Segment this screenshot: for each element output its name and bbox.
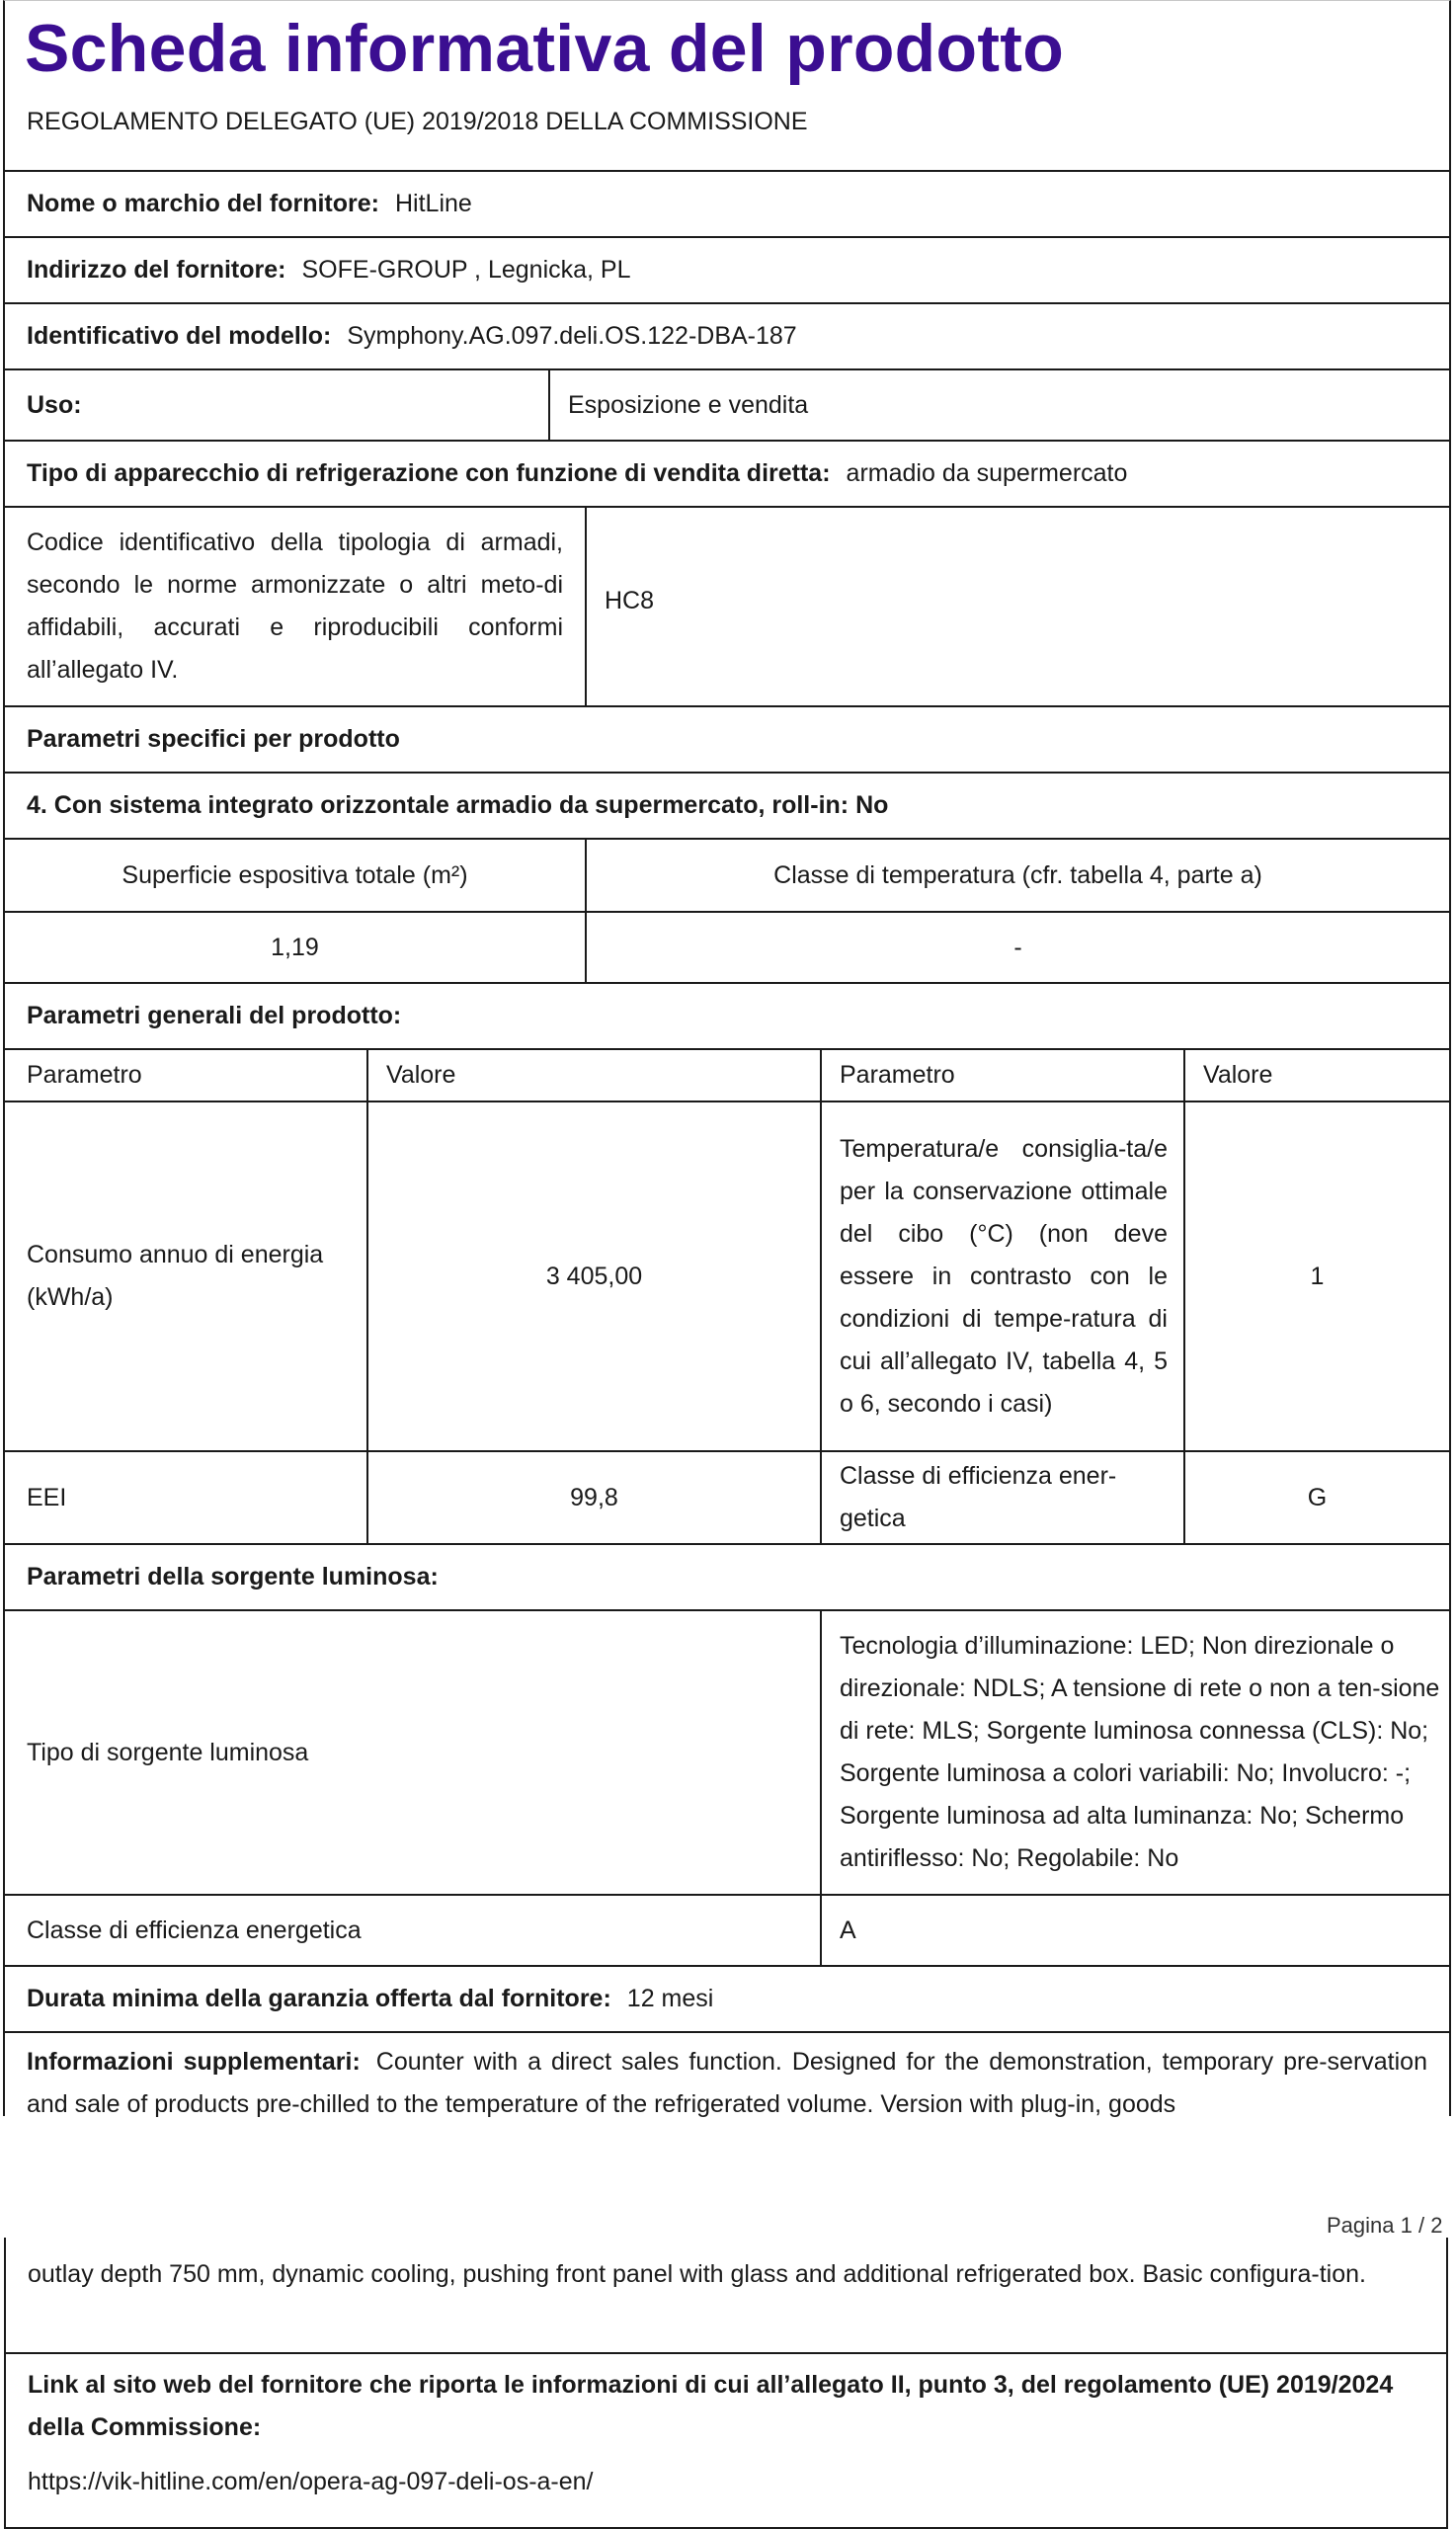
supplementary-row-part2 bbox=[6, 2238, 1446, 2354]
specific-subheading: 4. Con sistema integrato orizzontale armadio da supermercato, roll-in: No bbox=[27, 791, 889, 819]
page-title: Scheda informativa del prodotto bbox=[25, 11, 1065, 86]
energy-consumption-label: Consumo annuo di energia (kWh/a) bbox=[27, 1241, 324, 1311]
use-row bbox=[5, 370, 1449, 442]
supplementary-text-part1: Counter with a direct sales function. Designed for the demonstration, temporary pre-servation and sale of products pre-chilled to the temperature of the refrigerated volume. Version with plug-in, goods bbox=[27, 2048, 1427, 2118]
recommended-temperature-label: Temperatura/e consiglia-ta/e per la conservazione ottimale del cibo (°C) (non deve essere in contrasto con le condizioni di tempe-ratura di cui all’allegato IV, tabella 4, 5 o 6, secondo i casi) bbox=[840, 1134, 1168, 1418]
light-class-label: Classe di efficienza energetica bbox=[27, 1916, 362, 1944]
use-value: Esposizione e vendita bbox=[568, 390, 809, 419]
website-label: Link al sito web del fornitore che riporta le informazioni di cui all’allegato II, punto 3, del regolamento (UE) 2019/2024 della Commissione: bbox=[28, 2371, 1394, 2441]
supplier-address-value: SOFE-GROUP , Legnicka, PL bbox=[301, 256, 631, 284]
light-class-value: A bbox=[840, 1916, 856, 1944]
temperature-class-header: Classe di temperatura (cfr. tabella 4, parte a) bbox=[773, 860, 1262, 889]
param-header-2: Parametro bbox=[840, 1061, 955, 1089]
appliance-type-label: Tipo di apparecchio di refrigerazione con funzione di vendita diretta: bbox=[27, 459, 831, 487]
model-id-row bbox=[5, 304, 1449, 370]
general-row-energy bbox=[5, 1102, 1449, 1452]
supplementary-text-part2: outlay depth 750 mm, dynamic cooling, pushing front panel with glass and additional refrigerated box. Basic configura-tion. bbox=[28, 2260, 1366, 2288]
warranty-row bbox=[5, 1967, 1449, 2033]
general-heading: Parametri generali del prodotto: bbox=[27, 1002, 402, 1029]
specific-value-row bbox=[5, 913, 1449, 984]
supplier-name-label: Nome o marchio del fornitore: bbox=[27, 190, 379, 217]
model-id-label: Identificativo del modello: bbox=[27, 322, 332, 350]
eei-label: EEI bbox=[27, 1483, 67, 1511]
specific-heading-row bbox=[5, 707, 1449, 774]
model-id-value: Symphony.AG.097.deli.OS.122-DBA-187 bbox=[347, 322, 797, 350]
display-area-value: 1,19 bbox=[271, 933, 319, 961]
efficiency-class-label: Classe di efficienza ener-getica bbox=[840, 1462, 1117, 1532]
supplier-address-row bbox=[5, 238, 1449, 304]
general-heading-row bbox=[5, 984, 1449, 1050]
datasheet-page-1 bbox=[3, 0, 1451, 2116]
light-class-row bbox=[5, 1896, 1449, 1967]
value-header-2: Valore bbox=[1203, 1061, 1273, 1089]
eei-value: 99,8 bbox=[570, 1483, 618, 1511]
energy-consumption-value: 3 405,00 bbox=[545, 1262, 643, 1290]
supplier-address-label: Indirizzo del fornitore: bbox=[27, 256, 286, 284]
specific-header-row bbox=[5, 840, 1449, 913]
recommended-temperature-value: 1 bbox=[1310, 1262, 1325, 1290]
light-heading-row bbox=[5, 1545, 1449, 1611]
general-header-row bbox=[5, 1050, 1449, 1102]
display-area-header: Superficie espositiva totale (m²) bbox=[121, 860, 468, 889]
supplier-name-value: HitLine bbox=[394, 190, 472, 217]
specific-subheading-row bbox=[5, 774, 1449, 840]
cabinet-code-row bbox=[5, 508, 1449, 707]
general-row-eei bbox=[5, 1452, 1449, 1545]
supplementary-label: Informazioni supplementari: bbox=[27, 2048, 361, 2076]
efficiency-class-value: G bbox=[1307, 1483, 1328, 1511]
supplementary-row-part1 bbox=[5, 2033, 1449, 2132]
temperature-class-value: - bbox=[1013, 933, 1022, 961]
param-header-1: Parametro bbox=[27, 1061, 142, 1089]
light-type-value: Tecnologia d’illuminazione: LED; Non direzionale o direzionale: NDLS; A tensione di rete o non a ten-sione di rete: MLS; Sorgente luminosa connessa (CLS): No; Sorgente luminosa a colori variabili: No; Involucro: -; Sorgente luminosa ad alta luminanza: No; Schermo antiriflesso: No; Regolabile: No bbox=[840, 1632, 1440, 1872]
cabinet-code-label: Codice identificativo della tipologia di armadi, secondo le norme armonizzate o altri meto-di affidabili, accurati e riproducibili conformi all’allegato IV. bbox=[27, 529, 563, 684]
warranty-label: Durata minima della garanzia offerta dal fornitore: bbox=[27, 1985, 611, 2012]
supplier-name-row bbox=[5, 172, 1449, 238]
datasheet-page-2 bbox=[4, 2238, 1448, 2529]
cabinet-code-value: HC8 bbox=[605, 587, 655, 614]
appliance-type-row bbox=[5, 442, 1449, 508]
use-label: Uso: bbox=[27, 390, 82, 419]
appliance-type-value: armadio da supermercato bbox=[846, 459, 1128, 487]
page-number: Pagina 1 / 2 bbox=[1327, 2213, 1443, 2238]
value-header-1: Valore bbox=[386, 1061, 456, 1089]
warranty-value: 12 mesi bbox=[626, 1985, 714, 2012]
website-link[interactable]: https://vik-hitline.com/en/opera-ag-097-deli-os-a-en/ bbox=[28, 2468, 594, 2495]
light-type-row bbox=[5, 1611, 1449, 1896]
light-heading: Parametri della sorgente luminosa: bbox=[27, 1563, 439, 1591]
website-row bbox=[6, 2354, 1446, 2527]
light-type-label: Tipo di sorgente luminosa bbox=[27, 1738, 309, 1766]
specific-heading: Parametri specifici per prodotto bbox=[27, 725, 400, 753]
regulation-subtitle: REGOLAMENTO DELEGATO (UE) 2019/2018 DELLA COMMISSIONE bbox=[27, 108, 808, 135]
header-block bbox=[5, 9, 1449, 172]
